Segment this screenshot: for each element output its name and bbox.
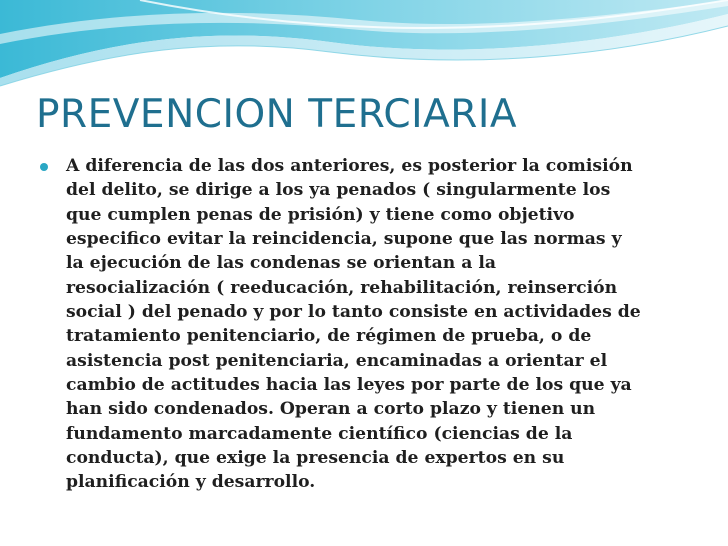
paragraph-line: asistencia post penitenciaria, encaminadas a orientar el	[66, 350, 608, 371]
paragraph-line: cambio de actitudes hacia las leyes por parte de los que ya	[66, 375, 632, 396]
paragraph-line: conducta), que exige la presencia de expertos en su	[66, 448, 565, 469]
paragraph-line: que cumplen penas de prisión) y tiene como objetivo	[66, 204, 575, 225]
slide-title: PREVENCION TERCIARIA	[36, 92, 518, 137]
bullet-dot-icon	[40, 163, 48, 171]
paragraph-line: del delito, se dirige a los ya penados ( singularmente los	[66, 180, 611, 201]
decorative-wave-header	[0, 0, 728, 90]
paragraph-line: tratamiento penitenciario, de régimen de prueba, o de	[66, 326, 592, 347]
paragraph-line: resocialización ( reeducación, rehabilitación, reinserción	[66, 277, 618, 298]
paragraph-line: A diferencia de las dos anteriores, es posterior la comisión	[66, 156, 633, 176]
paragraph-line: la ejecución de las condenas se orientan a la	[66, 253, 496, 274]
paragraph-line: han sido condenados. Operan a corto plazo y tienen un	[66, 399, 596, 420]
bullet-paragraph	[66, 154, 641, 495]
paragraph-line: social ) del penado y por lo tanto consiste en actividades de	[66, 302, 641, 323]
paragraph-line: especifico evitar la reincidencia, supone que las normas y	[66, 229, 622, 250]
paragraph-line: fundamento marcadamente científico (ciencias de la	[66, 423, 573, 444]
paragraph-line: planificación y desarrollo.	[66, 472, 316, 493]
